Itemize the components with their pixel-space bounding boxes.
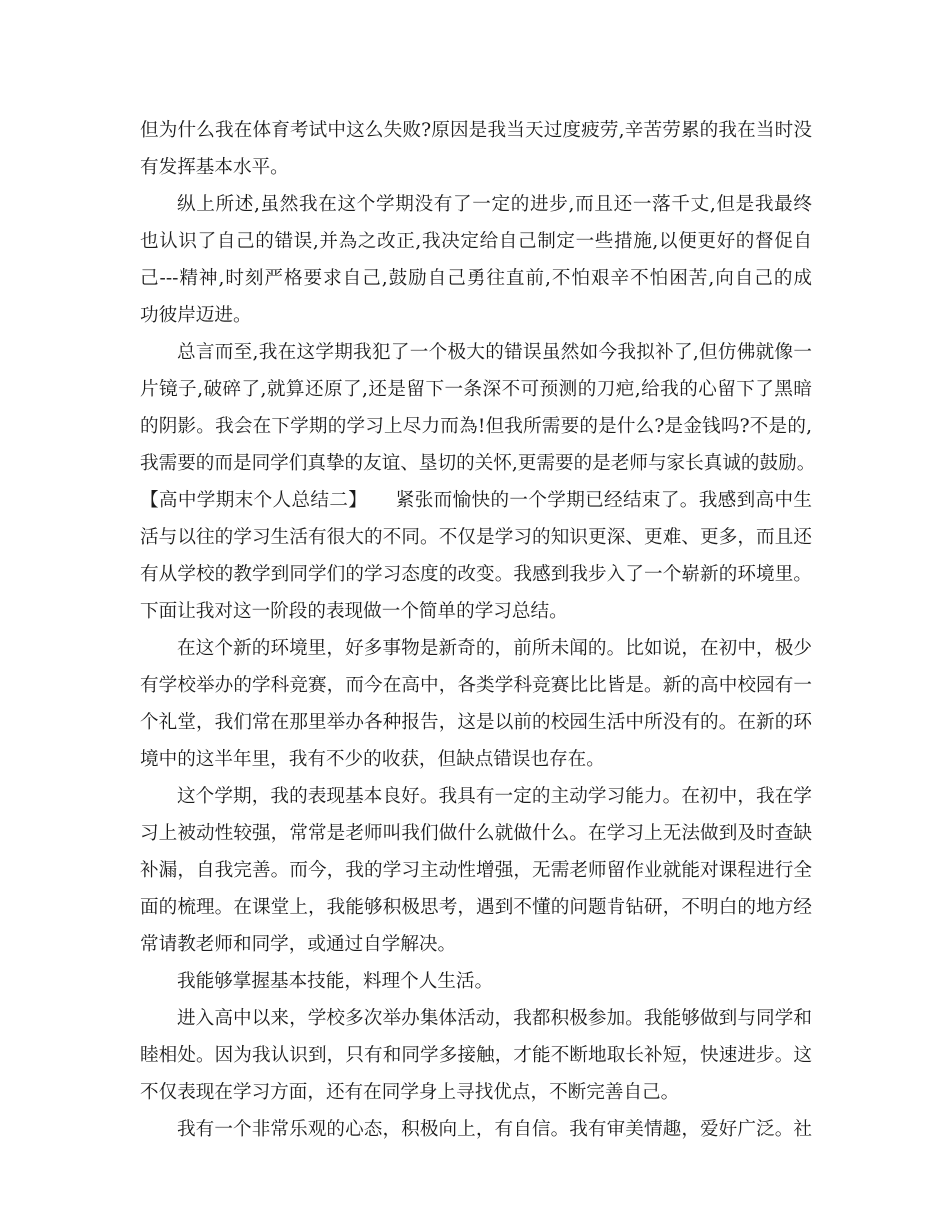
text-line: 纵上所述,虽然我在这个学期没有了一定的进步,而且还一落千丈,但是我最终: [177, 194, 812, 215]
text-line: 片镜子,破碎了,就算还原了,还是留下一条深不可预测的刀疤,给我的心留下了黑暗: [140, 379, 812, 400]
text-line: 有从学校的教学到同学们的学习态度的改变。我感到我步入了一个崭新的环境里。: [140, 564, 812, 585]
text-line: 我能够掌握基本技能，料理个人生活。: [177, 971, 494, 992]
text-line: 不仅表现在学习方面，还有在同学身上寻找优点，不断完善自己。: [140, 1082, 680, 1103]
text-line: 功彼岸迈进。: [140, 305, 252, 326]
text-line: 我有一个非常乐观的心态，积极向上，有自信。我有审美情趣，爱好广泛。社: [177, 1119, 812, 1140]
text-line: 【高中学期末个人总结二】 紧张而愉快的一个学期已经结束了。我感到高中生: [140, 490, 812, 511]
text-line: 进入高中以来，学校多次举办集体活动，我都积极参加。我能够做到与同学和: [177, 1008, 812, 1029]
text-line: 有发挥基本水平。: [140, 157, 289, 178]
text-line: 在这个新的环境里，好多事物是新奇的，前所未闻的。比如说，在初中，极少: [177, 638, 812, 659]
text-line: 习上被动性较强，常常是老师叫我们做什么就做什么。在学习上无法做到及时查缺: [140, 823, 812, 844]
text-line: 己---精神,时刻严格要求自己,鼓励自己勇往直前,不怕艰辛不怕困苦,向自己的成: [140, 268, 812, 289]
text-line: 这个学期，我的表现基本良好。我具有一定的主动学习能力。在初中，我在学: [177, 786, 812, 807]
text-line: 但为什么我在体育考试中这么失败?原因是我当天过度疲劳,辛苦劳累的我在当时没: [140, 120, 812, 141]
text-line: 睦相处。因为我认识到，只有和同学多接触，才能不断地取长补短，快速进步。这: [140, 1045, 812, 1066]
text-line: 境中的这半年里，我有不少的收获，但缺点错误也存在。: [140, 749, 605, 770]
text-line: 常请教老师和同学，或通过自学解决。: [140, 934, 457, 955]
text-line: 我需要的而是同学们真挚的友谊、垦切的关怀,更需要的是老师与家长真诚的鼓励。: [140, 453, 816, 474]
text-line: 个礼堂，我们常在那里举办各种报告，这是以前的校园生活中所没有的。在新的环: [140, 712, 812, 733]
text-line: 有学校举办的学科竞赛，而今在高中，各类学科竞赛比比皆是。新的高中校园有一: [140, 675, 812, 696]
text-line: 也认识了自己的错误,并為之改正,我决定给自己制定一些措施,以便更好的督促自: [140, 231, 812, 252]
text-line: 的阴影。我会在下学期的学习上尽力而為!但我所需要的是什么?是金钱吗?不是的,: [140, 416, 812, 437]
text-line: 面的梳理。在课堂上，我能够积极思考，遇到不懂的问题肯钻研，不明白的地方经: [140, 897, 812, 918]
text-line: 下面让我对这一阶段的表现做一个简单的学习总结。: [140, 601, 568, 622]
text-line: 总言而至,我在这学期我犯了一个极大的错误虽然如今我拟补了,但仿佛就像一: [177, 342, 812, 363]
text-line: 活与以往的学习生活有很大的不同。不仅是学习的知识更深、更难、更多，而且还: [140, 527, 812, 548]
text-line: 补漏，自我完善。而今，我的学习主动性增强，无需老师留作业就能对课程进行全: [140, 860, 812, 881]
document-body: [140, 112, 816, 1148]
